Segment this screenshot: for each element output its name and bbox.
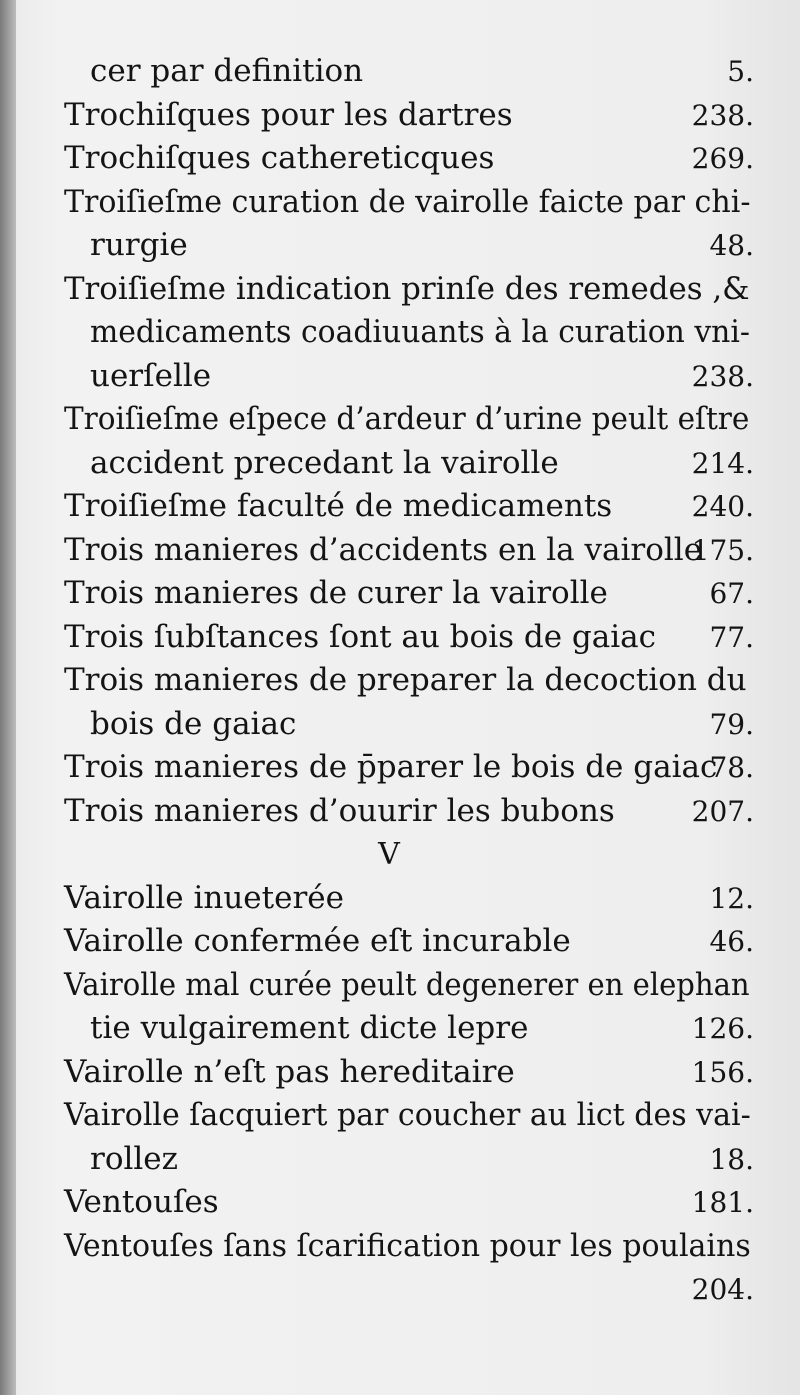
entry-text: cer par definition — [90, 53, 364, 89]
entry-page: 77. — [709, 620, 754, 654]
entry-text: Trois ſubſtances ſont au bois de gaiac — [64, 618, 656, 655]
entry-text: Vairolle inueterée — [64, 879, 344, 916]
entry-page: 67. — [709, 577, 754, 610]
entry-page: 156. — [691, 1055, 754, 1089]
section-letter — [64, 833, 754, 877]
entry-text: Troiſieſme eſpece d’ardeur d’urine peult eſtre — [64, 401, 750, 437]
book-spine — [0, 0, 16, 1395]
entry-page: 238. — [691, 359, 754, 393]
entry-page: 46. — [709, 925, 754, 958]
entry-page: 269. — [691, 142, 754, 175]
entry-text-continuation: uerſelle — [90, 357, 212, 394]
entry-text: Trochiſques pour les dartres — [64, 96, 513, 133]
index-entry — [64, 94, 754, 138]
entry-text-continuation: tie vulgairement dicte lepre — [90, 1010, 529, 1046]
entry-text: Troiſieſme indication prinſe des remedes ,& — [64, 270, 750, 307]
entry-text: Ventouſes — [64, 1184, 219, 1220]
entry-text: Troiſieſme curation de vairolle faicte par chi- — [64, 183, 751, 220]
index-entry — [64, 268, 754, 399]
index-entry — [64, 50, 754, 94]
index-entry — [64, 877, 754, 921]
entry-page: 240. — [691, 490, 754, 523]
entry-page: 238. — [691, 98, 754, 132]
entry-page: 18. — [709, 1142, 754, 1176]
entry-text: Vairolle confermée eſt incurable — [64, 923, 571, 959]
index-entry — [64, 746, 754, 790]
index-entry — [64, 1094, 754, 1181]
index-entry — [64, 964, 754, 1051]
entry-text: Ventouſes ſans ſcarification pour les poulains — [64, 1227, 751, 1264]
entry-page: 126. — [691, 1012, 754, 1045]
entry-text-continuation: rollez — [90, 1140, 178, 1177]
index-entry — [64, 572, 754, 616]
entry-text: Vairolle ſacquiert par coucher au lict des vai- — [64, 1097, 751, 1133]
index-entry — [64, 790, 754, 834]
index-entry — [64, 1225, 754, 1312]
entry-page: 214. — [691, 446, 754, 480]
entry-text-continuation: bois de gaiac — [90, 705, 297, 742]
index-entry — [64, 529, 754, 573]
entry-page: 204. — [691, 1273, 754, 1306]
index-entries — [64, 50, 754, 1312]
index-entry — [64, 920, 754, 964]
entry-page: 5. — [727, 55, 754, 88]
index-entry — [64, 659, 754, 746]
index-entry — [64, 485, 754, 529]
entry-text-continuation: medicaments coadiuuants à la curation vni- — [90, 314, 751, 350]
entry-page: 175. — [691, 533, 754, 567]
entry-text: Vairolle mal curée peult degenerer en elephan — [64, 966, 750, 1003]
entry-text: Trois manieres d’ouurir les bubons — [64, 792, 615, 829]
entry-text: Trois manieres de curer la vairolle — [64, 575, 608, 611]
index-entry — [64, 137, 754, 181]
entry-text-continuation: accident precedant la vairolle — [90, 444, 559, 481]
index-entry — [64, 1051, 754, 1095]
index-entry — [64, 616, 754, 660]
section-letter-text: V — [378, 837, 400, 872]
entry-page: 181. — [691, 1186, 754, 1219]
entry-text-continuation: rurgie — [90, 227, 188, 263]
entry-text: Trois manieres de p̄parer le bois de gaiac — [64, 749, 718, 785]
entry-text: Trochiſques cathereticques — [64, 140, 495, 176]
index-entry — [64, 1181, 754, 1225]
index-entry — [64, 181, 754, 268]
entry-page: 78. — [709, 751, 754, 784]
entry-page: 79. — [709, 707, 754, 741]
entry-page: 48. — [709, 229, 754, 262]
index-entry — [64, 398, 754, 485]
entry-text: Trois manieres d’accidents en la vairolle — [64, 531, 703, 568]
entry-text: Vairolle n’eſt pas hereditaire — [64, 1053, 515, 1090]
entry-page: 207. — [691, 794, 754, 828]
entry-page: 12. — [709, 881, 754, 915]
entry-text: Troiſieſme faculté de medicaments — [64, 488, 613, 524]
entry-text: Trois manieres de preparer la decoction du — [64, 662, 747, 698]
